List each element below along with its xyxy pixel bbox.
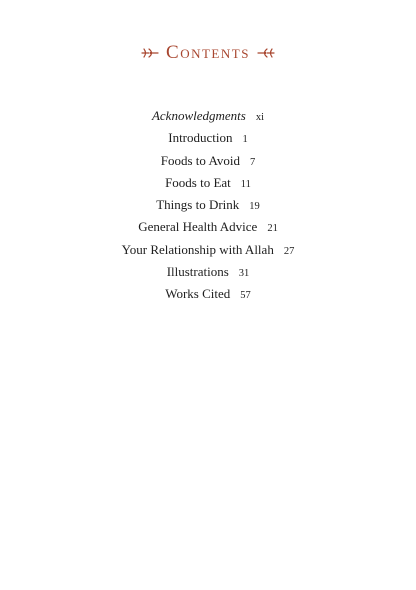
toc-entry-page: xi bbox=[255, 112, 265, 123]
toc-entry-page: 19 bbox=[249, 201, 260, 213]
toc-entry-title: Illustrations bbox=[166, 264, 229, 280]
toc-entry[interactable] bbox=[0, 105, 416, 127]
toc-entry[interactable] bbox=[0, 216, 416, 238]
toc-entry-title: Foods to Avoid bbox=[160, 152, 240, 168]
toc-entry-page: 31 bbox=[238, 268, 250, 280]
toc-entry[interactable] bbox=[0, 239, 416, 261]
toc-entry[interactable] bbox=[0, 150, 416, 172]
toc-entry-title: Things to Drink bbox=[156, 197, 240, 213]
fleuron-right-icon bbox=[257, 46, 275, 60]
toc-entry-title: Acknowledgments bbox=[151, 108, 246, 123]
toc-entry[interactable] bbox=[0, 261, 416, 283]
toc-entry-page: 11 bbox=[240, 178, 251, 190]
contents-title: Contents bbox=[166, 41, 250, 63]
toc-entry[interactable] bbox=[0, 283, 416, 305]
contents-heading bbox=[0, 40, 416, 65]
toc-entry-title: Introduction bbox=[168, 130, 233, 146]
toc-entry-page: 27 bbox=[283, 245, 295, 257]
toc-entry-page: 7 bbox=[249, 156, 256, 168]
toc-entry-page: 57 bbox=[240, 290, 251, 302]
toc-entry[interactable] bbox=[0, 172, 416, 194]
toc-entry-page: 1 bbox=[242, 134, 248, 146]
toc-entry[interactable] bbox=[0, 194, 416, 216]
toc-entry-title: Your Relationship with Allah bbox=[121, 241, 274, 257]
toc-entry-title: Foods to Eat bbox=[165, 174, 231, 190]
toc-entry-page: 21 bbox=[267, 223, 278, 235]
toc-list bbox=[0, 105, 416, 306]
toc-entry-title: General Health Advice bbox=[138, 219, 258, 235]
toc-entry[interactable] bbox=[0, 127, 416, 149]
toc-entry-title: Works Cited bbox=[165, 286, 231, 302]
fleuron-left-icon bbox=[141, 46, 159, 60]
